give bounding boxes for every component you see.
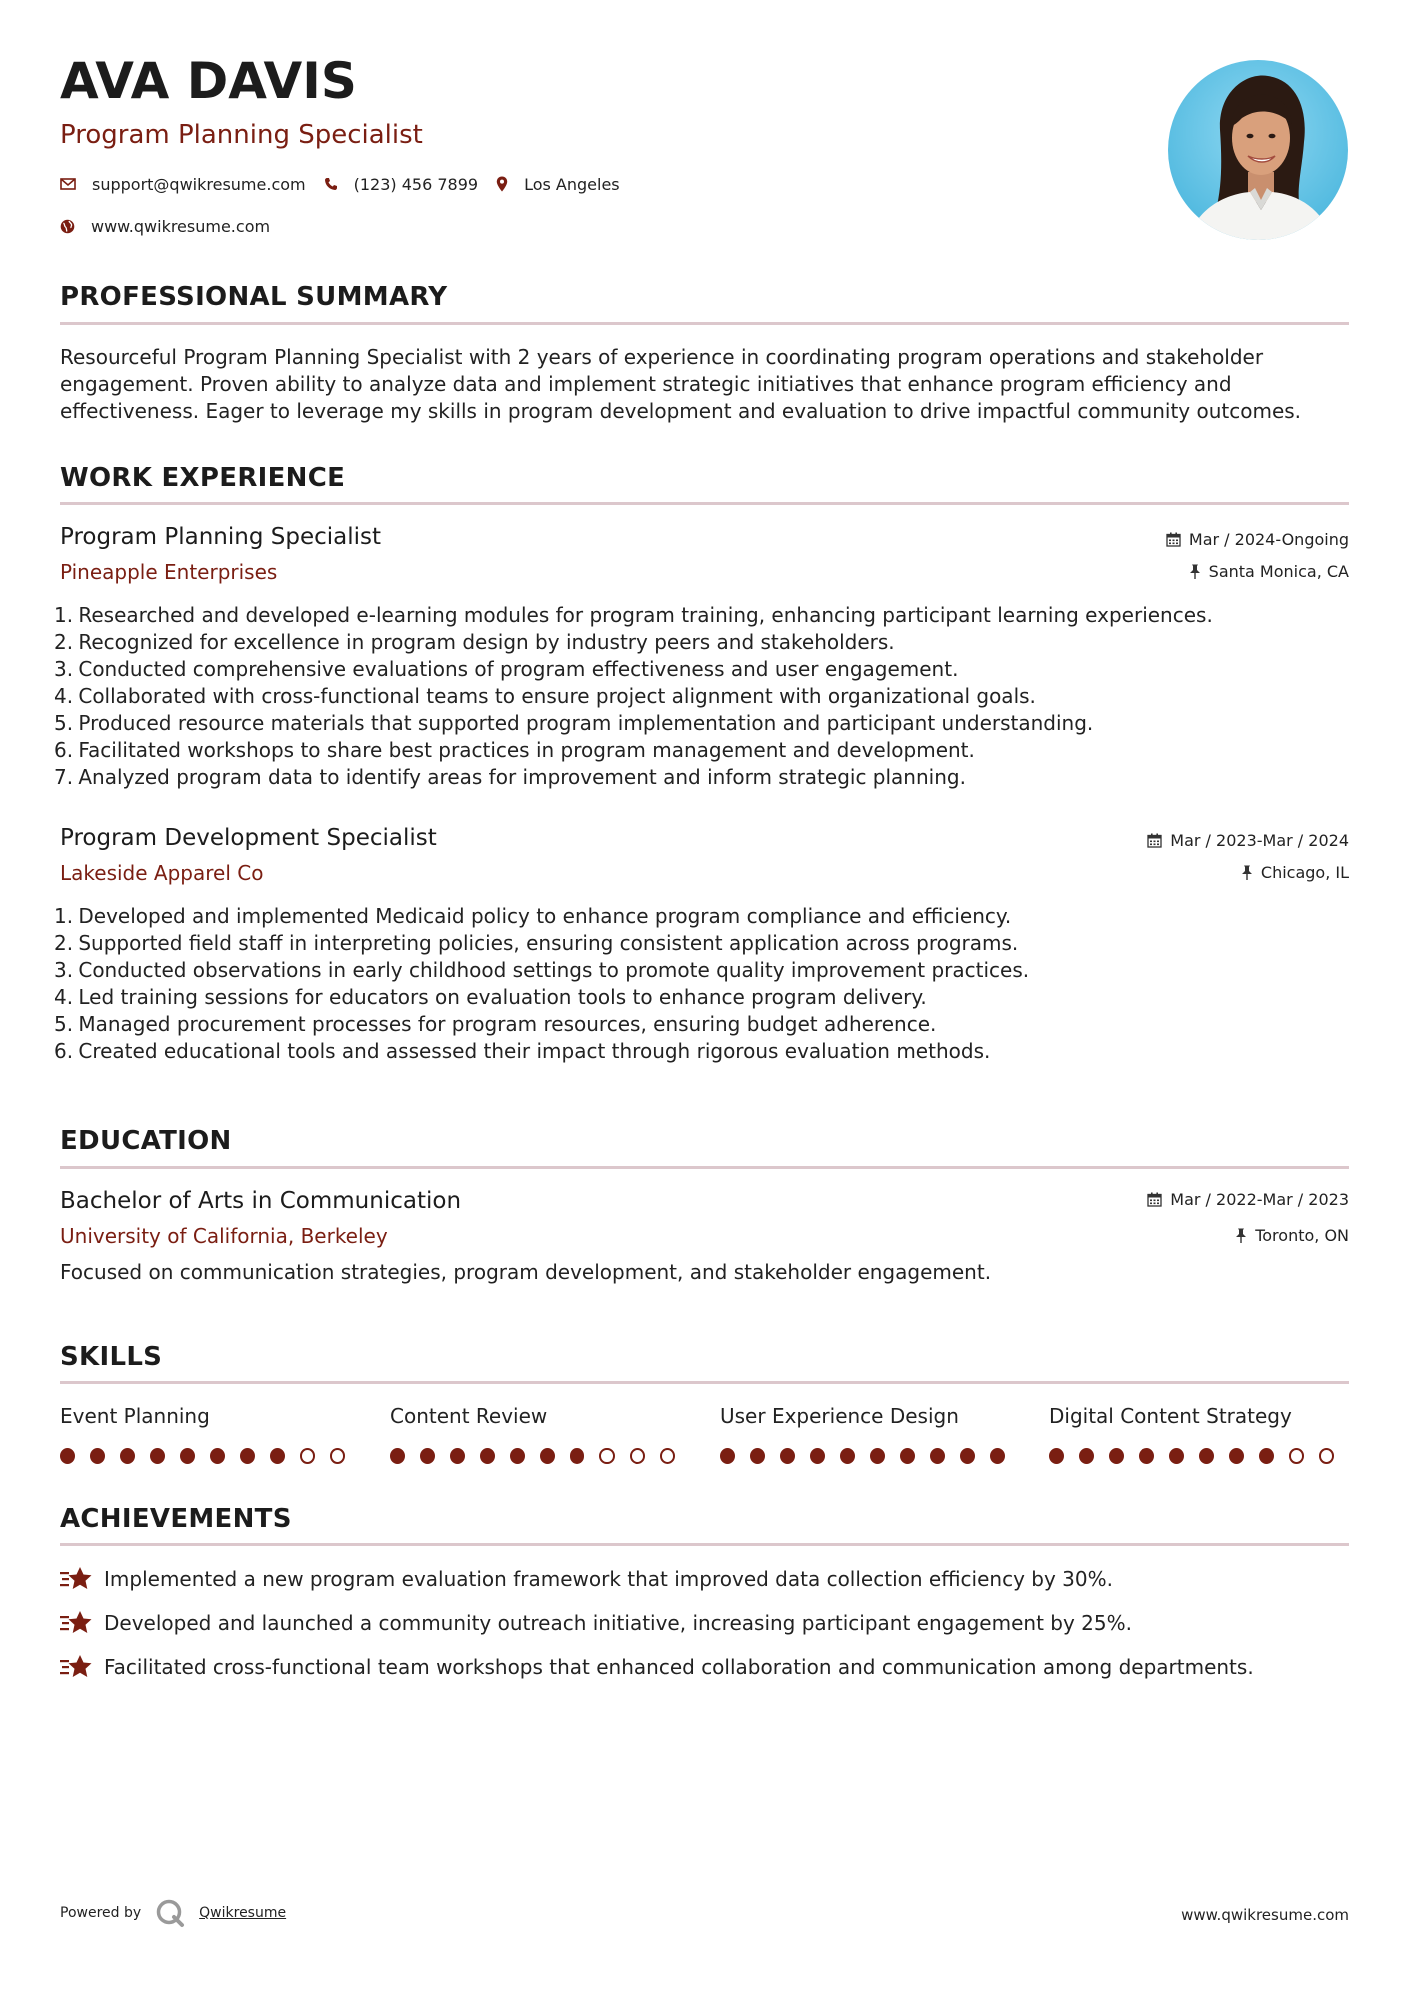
rating-dot-empty xyxy=(599,1448,614,1464)
degree-title: Bachelor of Arts in Communication xyxy=(60,1188,462,1214)
job-duties-list xyxy=(54,903,1349,1065)
achievement-item xyxy=(60,1654,1349,1680)
skill-rating xyxy=(390,1448,690,1464)
rating-dot-filled xyxy=(120,1448,135,1464)
list-item: 1. Researched and developed e-learning modules for program training, enhancing participant learning experiences. xyxy=(54,603,1213,627)
job-duties-list xyxy=(54,602,1349,791)
job-location-text: Santa Monica, CA xyxy=(1208,562,1349,581)
candidate-title: Program Planning Specialist xyxy=(60,120,423,150)
list-item: 3. Conducted comprehensive evaluations of program effectiveness and user engagement. xyxy=(54,657,959,681)
education-location xyxy=(1235,1226,1349,1245)
rating-dot-filled xyxy=(750,1448,765,1464)
contact-website[interactable] xyxy=(60,217,270,236)
section-divider xyxy=(60,502,1349,505)
rating-dot-filled xyxy=(450,1448,465,1464)
rating-dot-filled xyxy=(180,1448,195,1464)
skill-item xyxy=(720,1404,1020,1464)
section-divider xyxy=(60,1381,1349,1384)
section-divider xyxy=(60,322,1349,325)
skill-rating xyxy=(720,1448,1020,1464)
education-description: Focused on communication strategies, program development, and stakeholder engagement. xyxy=(60,1260,992,1284)
pushpin-icon xyxy=(1189,564,1201,579)
website-text: www.qwikresume.com xyxy=(91,216,271,236)
achievement-item xyxy=(60,1610,1349,1636)
rating-dot-filled xyxy=(900,1448,915,1464)
list-item: 5. Produced resource materials that supported program implementation and participant understanding. xyxy=(54,711,1094,735)
rating-dot-filled xyxy=(1109,1448,1124,1464)
footer-url[interactable]: www.qwikresume.com xyxy=(1181,1906,1349,1924)
rating-dot-filled xyxy=(90,1448,105,1464)
pushpin-icon xyxy=(1241,865,1253,880)
rating-dot-filled xyxy=(420,1448,435,1464)
job-date-text: Mar / 2023-Mar / 2024 xyxy=(1170,831,1349,850)
job-title: Program Planning Specialist xyxy=(60,524,382,550)
skills-heading: SKILLS xyxy=(60,1342,163,1372)
skill-item xyxy=(390,1404,690,1464)
experience-heading: WORK EXPERIENCE xyxy=(60,463,346,493)
contact-row-2 xyxy=(60,214,638,238)
calendar-icon xyxy=(1147,1192,1162,1207)
email-text: support@qwikresume.com xyxy=(92,174,306,194)
star-award-icon xyxy=(60,1654,92,1680)
rating-dot-filled xyxy=(870,1448,885,1464)
rating-dot-empty xyxy=(630,1448,645,1464)
skill-item xyxy=(60,1404,360,1464)
job-location-text: Chicago, IL xyxy=(1260,863,1349,882)
list-item: 6. Created educational tools and assessed their impact through rigorous evaluation methods. xyxy=(54,1039,991,1063)
rating-dot-filled xyxy=(810,1448,825,1464)
contact-block xyxy=(60,172,638,238)
job-date xyxy=(1166,530,1349,549)
calendar-icon xyxy=(1147,833,1162,848)
education-location-text: Toronto, ON xyxy=(1255,1226,1349,1245)
rating-dot-filled xyxy=(510,1448,525,1464)
achievement-text: Implemented a new program evaluation framework that improved data collection efficiency by 30%. xyxy=(104,1567,1113,1591)
achievement-text: Developed and launched a community outreach initiative, increasing participant engagement by 25%. xyxy=(104,1611,1132,1635)
rating-dot-filled xyxy=(1229,1448,1244,1464)
list-item: 1. Developed and implemented Medicaid policy to enhance program compliance and efficiency. xyxy=(54,904,1012,928)
rating-dot-filled xyxy=(840,1448,855,1464)
star-award-icon xyxy=(60,1610,92,1636)
school-name: University of California, Berkeley xyxy=(60,1224,388,1248)
rating-dot-filled xyxy=(780,1448,795,1464)
rating-dot-filled xyxy=(240,1448,255,1464)
job-company: Lakeside Apparel Co xyxy=(60,861,264,885)
education-date-text: Mar / 2022-Mar / 2023 xyxy=(1170,1190,1349,1209)
rating-dot-empty xyxy=(660,1448,675,1464)
skill-item xyxy=(1049,1404,1349,1464)
rating-dot-empty xyxy=(330,1448,345,1464)
rating-dot-filled xyxy=(1139,1448,1154,1464)
phone-text: (123) 456 7899 xyxy=(353,174,479,194)
rating-dot-filled xyxy=(1079,1448,1094,1464)
skill-name: Content Review xyxy=(390,1404,548,1428)
list-item: 4. Led training sessions for educators on evaluation tools to enhance program delivery. xyxy=(54,985,927,1009)
rating-dot-filled xyxy=(60,1448,75,1464)
qwikresume-link[interactable]: Qwikresume xyxy=(199,1905,287,1921)
job-date-text: Mar / 2024-Ongoing xyxy=(1188,530,1349,549)
section-divider xyxy=(60,1166,1349,1169)
phone-icon xyxy=(324,177,338,191)
contact-location xyxy=(496,175,620,194)
contact-phone[interactable] xyxy=(324,175,478,194)
list-item: 4. Collaborated with cross-functional teams to ensure project alignment with organizational goals. xyxy=(54,684,1036,708)
footer-powered-by xyxy=(60,1898,286,1928)
rating-dot-filled xyxy=(390,1448,405,1464)
pushpin-icon xyxy=(1235,1228,1247,1243)
envelope-icon xyxy=(60,178,76,190)
skill-name: Event Planning xyxy=(60,1404,210,1428)
rating-dot-filled xyxy=(570,1448,585,1464)
candidate-name: AVA DAVIS xyxy=(60,52,357,110)
list-item: 2. Supported field staff in interpreting policies, ensuring consistent application across programs. xyxy=(54,931,1019,955)
summary-heading: PROFESSIONAL SUMMARY xyxy=(60,282,448,312)
summary-text: Resourceful Program Planning Specialist with 2 years of experience in coordinating program operations and stakeholder engagement. Proven ability to analyze data and implement strategic initiatives that enhance program efficiency and effectiveness. Eager to leverage my skills in program development and evaluation to drive impactful community outcomes. xyxy=(60,345,1302,423)
skill-name: Digital Content Strategy xyxy=(1049,1404,1292,1428)
job-company: Pineapple Enterprises xyxy=(60,560,278,584)
job-location xyxy=(1241,863,1349,882)
education-date xyxy=(1147,1190,1349,1209)
rating-dot-filled xyxy=(930,1448,945,1464)
calendar-icon xyxy=(1166,532,1181,547)
location-text: Los Angeles xyxy=(524,174,620,194)
rating-dot-empty xyxy=(1289,1448,1304,1464)
section-divider xyxy=(60,1543,1349,1546)
job-location xyxy=(1189,562,1349,581)
rating-dot-filled xyxy=(990,1448,1005,1464)
list-item: 2. Recognized for excellence in program design by industry peers and stakeholders. xyxy=(54,630,895,654)
powered-by-label: Powered by xyxy=(60,1905,142,1921)
rating-dot-filled xyxy=(1199,1448,1214,1464)
skill-rating xyxy=(60,1448,360,1464)
list-item: 6. Facilitated workshops to share best practices in program management and development. xyxy=(54,738,975,762)
contact-row-1 xyxy=(60,172,638,196)
skill-rating xyxy=(1049,1448,1349,1464)
resume-page xyxy=(54,0,1349,1990)
rating-dot-filled xyxy=(480,1448,495,1464)
rating-dot-filled xyxy=(720,1448,735,1464)
map-pin-icon xyxy=(496,176,508,192)
contact-email[interactable] xyxy=(60,175,306,194)
star-award-icon xyxy=(60,1566,92,1592)
list-item: 3. Conducted observations in early childhood settings to promote quality improvement practices. xyxy=(54,958,1030,982)
rating-dot-filled xyxy=(540,1448,555,1464)
rating-dot-empty xyxy=(300,1448,315,1464)
rating-dot-filled xyxy=(1169,1448,1184,1464)
skill-name: User Experience Design xyxy=(720,1404,959,1428)
rating-dot-filled xyxy=(210,1448,225,1464)
globe-icon xyxy=(60,219,75,234)
rating-dot-empty xyxy=(1319,1448,1334,1464)
rating-dot-filled xyxy=(150,1448,165,1464)
list-item: 5. Managed procurement processes for program resources, ensuring budget adherence. xyxy=(54,1012,937,1036)
list-item: 7. Analyzed program data to identify areas for improvement and inform strategic planning. xyxy=(54,765,966,789)
achievement-item xyxy=(60,1566,1349,1592)
achievement-text: Facilitated cross-functional team workshops that enhanced collaboration and communication among departments. xyxy=(104,1655,1254,1679)
achievements-heading: ACHIEVEMENTS xyxy=(60,1504,292,1534)
rating-dot-filled xyxy=(1259,1448,1274,1464)
rating-dot-filled xyxy=(270,1448,285,1464)
rating-dot-filled xyxy=(960,1448,975,1464)
job-title: Program Development Specialist xyxy=(60,825,437,851)
job-date xyxy=(1147,831,1349,850)
rating-dot-filled xyxy=(1049,1448,1064,1464)
qwikresume-logo-icon xyxy=(155,1898,185,1928)
education-heading: EDUCATION xyxy=(60,1126,232,1156)
profile-photo xyxy=(1168,60,1348,240)
